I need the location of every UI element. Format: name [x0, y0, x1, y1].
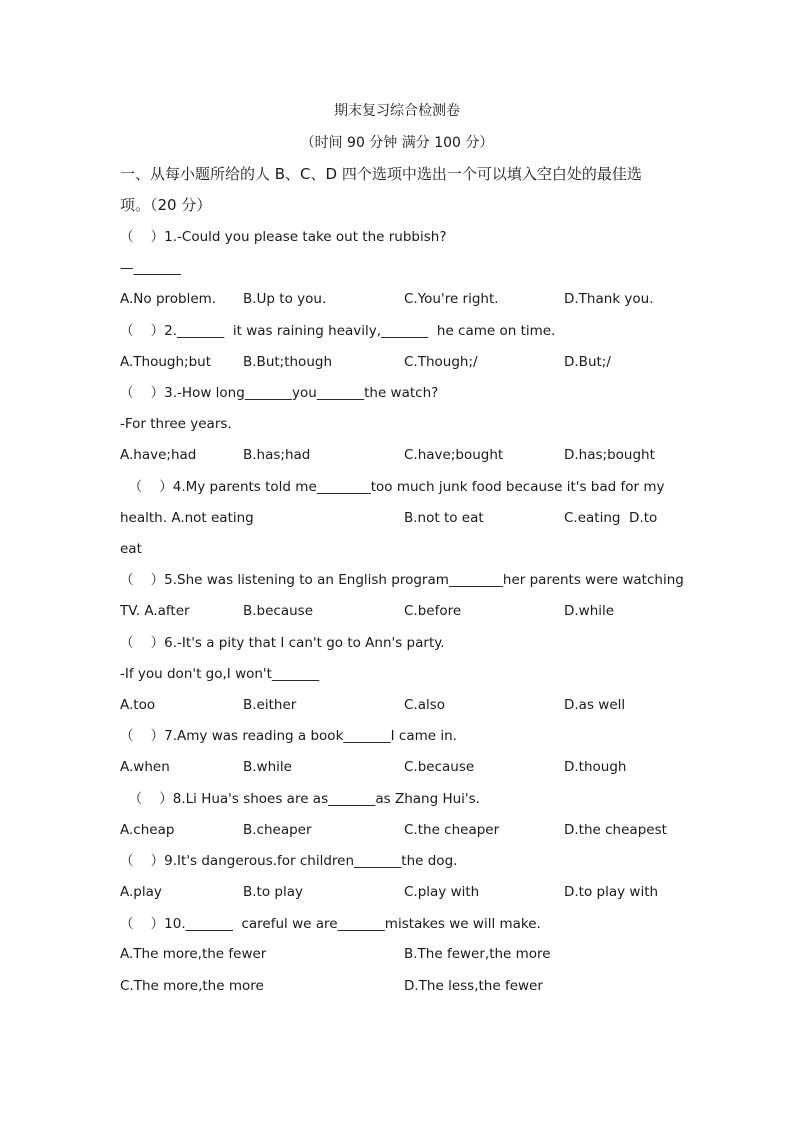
option-c: C.play with [404, 884, 480, 900]
option-b: B.because [243, 603, 314, 619]
option-b: B.while [243, 759, 292, 775]
question-6-stem: （ ）6.-It's a pity that I can't go to Ann's party. [120, 635, 445, 651]
option-c: C.The more,the more [120, 978, 264, 994]
question-2-options [120, 352, 680, 372]
option-b: B.not to eat [404, 510, 484, 526]
option-b: B.cheaper [243, 822, 312, 838]
option-a: A.cheap [120, 822, 175, 838]
option-a: A.when [120, 759, 170, 775]
option-d: D.though [564, 759, 627, 775]
question-1-stem: （ ）1.-Could you please take out the rubbish? [120, 229, 447, 245]
question-1-response: —_______ [120, 260, 181, 276]
question-3-options [120, 445, 680, 465]
question-5-stem: （ ）5.She was listening to an English program________her parents were watching [120, 572, 684, 588]
option-c: C.before [404, 603, 462, 619]
option-c-d: C.eating D.to [564, 510, 658, 526]
option-d: D.has;bought [564, 447, 655, 463]
question-4-option-d-cont: eat [120, 541, 142, 557]
question-6-response: -If you don't go,I won't_______ [120, 666, 320, 682]
option-b: B.has;had [243, 447, 311, 463]
section-heading-line2: 项。（20 分） [120, 196, 212, 214]
option-b: B.to play [243, 884, 303, 900]
option-d: D.But;/ [564, 354, 611, 370]
option-b: B.The fewer,the more [404, 946, 551, 962]
option-c: C.have;bought [404, 447, 504, 463]
question-7-options [120, 757, 680, 777]
option-c: C.You're right. [404, 291, 499, 307]
question-8-stem: （ ）8.Li Hua's shoes are as_______as Zhang Hui's. [120, 791, 480, 807]
option-a: A.too [120, 697, 156, 713]
question-5-options [120, 601, 680, 621]
question-9-options [120, 882, 680, 902]
option-c: C.Though;/ [404, 354, 478, 370]
option-d: D.while [564, 603, 615, 619]
option-a: A.The more,the fewer [120, 946, 267, 962]
page-subtitle: （时间 90 分钟 满分 100 分） [300, 135, 494, 151]
question-10-options-row2 [120, 976, 680, 996]
question-10-stem: （ ）10._______ careful we are_______mistakes we will make. [120, 916, 541, 932]
question-10-options-row1 [120, 944, 680, 964]
option-c: C.also [404, 697, 446, 713]
option-c: C.the cheaper [404, 822, 500, 838]
option-d: D.as well [564, 697, 626, 713]
question-4-options [120, 508, 680, 528]
option-a: A.No problem. [120, 291, 217, 307]
option-a: A.Though;but [120, 354, 211, 370]
option-b: B.either [243, 697, 297, 713]
option-a: A.play [120, 884, 162, 900]
option-c: C.because [404, 759, 475, 775]
page-title: 期末复习综合检测卷 [334, 103, 460, 119]
option-d: D.Thank you. [564, 291, 654, 307]
option-a: A.have;had [120, 447, 197, 463]
question-4-stem-cont: health. A.not eating [120, 510, 254, 526]
question-1-options [120, 289, 680, 309]
option-b: B.But;though [243, 354, 333, 370]
question-5-stem-cont: TV. A.after [120, 603, 190, 619]
question-8-options [120, 820, 680, 840]
question-4-stem: （ ）4.My parents told me________too much junk food because it's bad for my [120, 479, 665, 495]
question-2-stem: （ ）2._______ it was raining heavily,_______ he came on time. [120, 323, 556, 339]
option-d: D.to play with [564, 884, 659, 900]
option-d: D.the cheapest [564, 822, 667, 838]
question-7-stem: （ ）7.Amy was reading a book_______I came in. [120, 728, 457, 744]
question-6-options [120, 695, 680, 715]
section-heading-line1: 一、从每小题所给的人 B、C、D 四个选项中选出一个可以填入空白处的最佳选 [120, 165, 642, 183]
option-d: D.The less,the fewer [404, 978, 543, 994]
question-3-response: -For three years. [120, 416, 232, 432]
question-9-stem: （ ）9.It's dangerous.for children_______the dog. [120, 853, 458, 869]
option-b: B.Up to you. [243, 291, 327, 307]
question-3-stem: （ ）3.-How long_______you_______the watch? [120, 385, 439, 401]
